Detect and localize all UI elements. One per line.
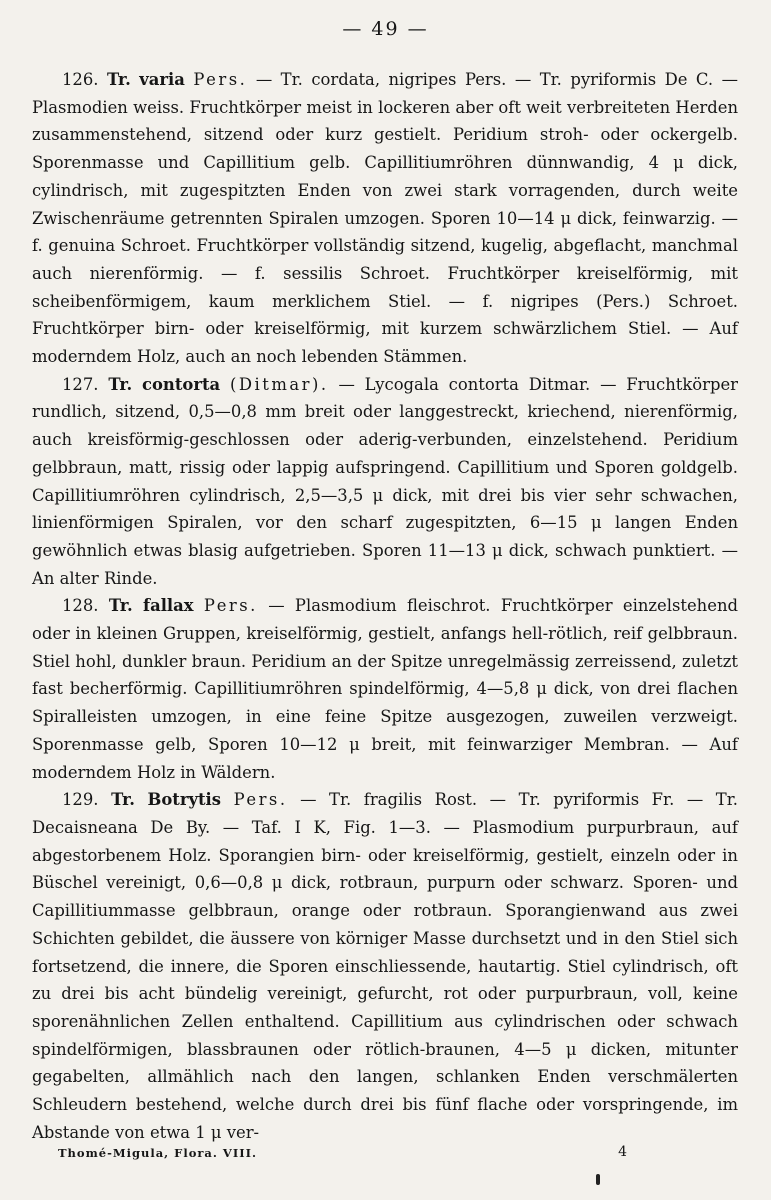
species-author: Pers. (233, 790, 288, 810)
entry-number: 126. (62, 70, 99, 89)
species-name: fallax (143, 596, 194, 616)
species-name: Botrytis (147, 790, 222, 810)
species-name: varia (139, 70, 185, 89)
species-author: Pers. (203, 596, 258, 616)
genus-abbreviation: Tr. (108, 374, 133, 394)
entry-127 (32, 371, 738, 593)
entry-126 (32, 66, 738, 371)
entry-text: — Plasmodium fleischrot. Fruchtkörper einzelstehend oder in kleinen Gruppen, kreiselförmig, gestielt, anfangs hell-rötlich, reif gelbbraun. Stiel hohl, dunkler braun. Peridium an der Spitze unregelmässig zerreissend, zuletzt fast becherförmig. Capillitiumröhren spindelförmig, 4—5,8 μ dick, von drei flachen Spiralleisten umzogen, in eine feine Spitze ausgezogen, zuweilen verzweigt. Sporenmasse gelb, Sporen 10—12 μ breit, mit feinwarziger Membran. — Auf moderndem Holz in Wäldern. (32, 596, 738, 782)
genus-abbreviation: Tr. (108, 596, 133, 616)
ink-mark (596, 1174, 600, 1185)
species-author: Pers. (193, 70, 248, 89)
species-name: contorta (142, 374, 221, 394)
species-author: (Ditmar). (230, 374, 329, 394)
page-footer (58, 1146, 738, 1160)
genus-abbreviation: Tr. (106, 70, 131, 89)
body-text (32, 66, 738, 1146)
entry-text: — Lycogala contorta Ditmar. — Fruchtkörper rundlich, sitzend, 0,5—0,8 mm breit oder langgestreckt, kriechend, nierenförmig, auch kreisförmig-geschlossen oder aderig-verbunden, einzelstehend. Peridium gelbbraun, matt, rissig oder lappig aufspringend. Capillitium und Sporen goldgelb. Capillitiumröhren cylindrisch, 2,5—3,5 μ dick, mit drei bis vier sehr schwachen, linienförmigen Spiralen, vor den scharf zugespitzten, 6—15 μ langen Enden gewöhnlich etwas blasig aufgetrieben. Sporen 11—13 μ dick, schwach punktiert. — An alter Rinde. (32, 374, 739, 588)
page-number: — 49 — (342, 18, 429, 40)
footer-publication: Thomé-Migula, Flora. VIII. (58, 1146, 257, 1160)
entry-number: 128. (62, 596, 99, 616)
genus-abbreviation: Tr. (111, 790, 135, 810)
entry-number: 127. (62, 374, 99, 394)
entry-text: — Tr. cordata, nigripes Pers. — Tr. pyriformis De C. — Plasmodien weiss. Fruchtkörper meist in lockeren aber oft weit verbreiteten Herden zusammenstehend, sitzend oder kurz gestielt. Peridium stroh- oder ockergelb. Sporenmasse und Capillitium gelb. Capillitiumröhren dünnwandig, 4 μ dick, cylindrisch, mit zugespitzten Enden von zwei stark vorragenden, durch weite Zwischenräume getrennten Spiralen umzogen. Sporen 10—14 μ dick, feinwarzig. — f. genuina Schroet. Fruchtkörper vollständig sitzend, kugelig, abgeflacht, manchmal auch nierenförmig. — f. sessilis Schroet. Fruchtkörper kreiselförmig, mit scheibenförmigem, kaum merklichem Stiel. — f. nigripes (Pers.) Schroet. Fruchtkörper birn- oder kreiselförmig, mit kurzem schwärzlichem Stiel. — Auf moderndem Holz, auch an noch lebenden Stämmen. (32, 70, 738, 367)
entry-129 (32, 786, 738, 1146)
signature-number: 4 (618, 1144, 628, 1160)
entry-128 (32, 592, 738, 786)
entry-text: — Tr. fragilis Rost. — Tr. pyriformis Fr. — Tr. Decaisneana De By. — Taf. I K, Fig. 1—3. — Plasmodium purpurbraun, auf abgestorbenem Holz. Sporangien birn- oder kreiselförmig, gestielt, einzeln oder in Büschel vereinigt, 0,6—0,8 μ dick, rotbraun, purpurn oder schwarz. Sporen- und Capillitiummasse gelbbraun, orange oder rotbraun. Sporangienwand aus zwei Schichten gebildet, die äussere von körniger Masse durchsetzt und in den Stiel sich fortsetzend, die innere, die Sporen einschliessende, hautartig. Stiel cylindrisch, oft zu drei bis acht bündelig vereinigt, gefurcht, rot oder purpurbraun, voll, keine sporenähnlichen Zellen enthaltend. Capillitium aus cylindrischen oder schwach spindelförmigen, blassbraunen oder rötlich-braunen, 4—5 μ dicken, mitunter gegabelten, allmählich nach den langen, schlanken Enden verschmälerten Schleudern bestehend, welche durch drei bis fünf flache oder vorspringende, im Abstande von etwa 1 μ ver- (32, 790, 738, 1142)
entry-number: 129. (62, 790, 99, 810)
